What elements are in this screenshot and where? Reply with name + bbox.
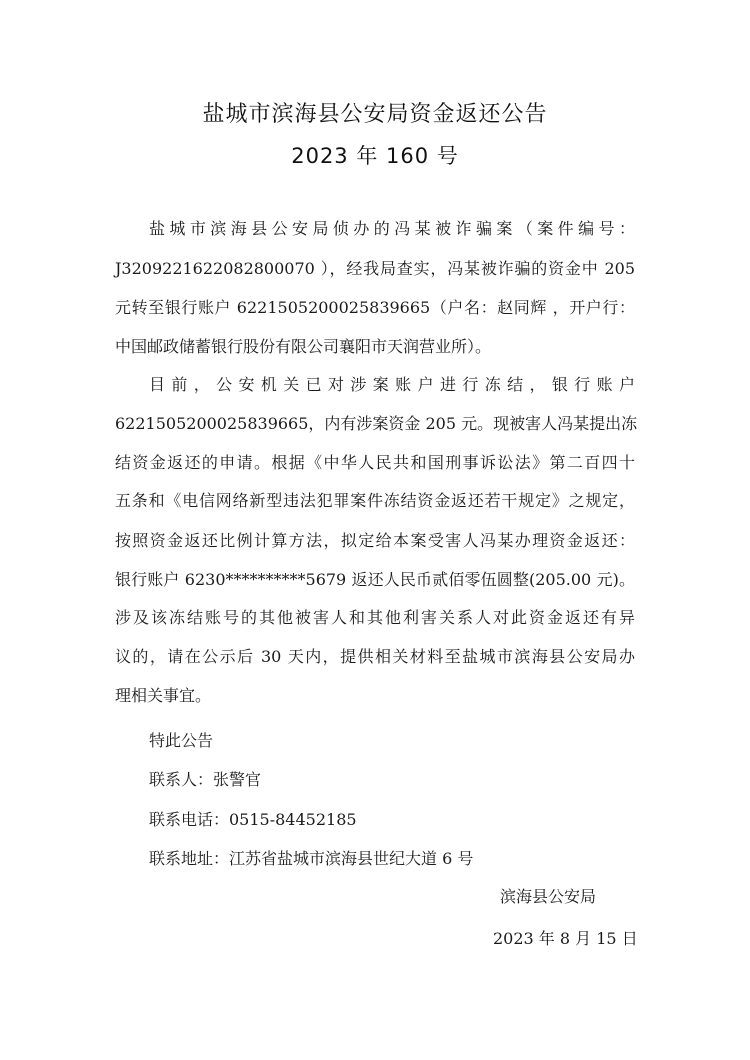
paragraph-2-line-6: 银行账户 6230**********5679 返还人民币贰佰零伍圆整(205.00 元)。 bbox=[115, 570, 635, 589]
paragraph-2-line-8: 议的，请在公示后 30 天内，提供相关材料至盐城市滨海县公安局办 bbox=[115, 647, 635, 666]
contact-person: 联系人：张警官 bbox=[149, 770, 262, 789]
contact-address: 联系地址：江苏省盐城市滨海县世纪大道 6 号 bbox=[149, 849, 474, 868]
paragraph-2-line-5: 按照资金返还比例计算方法，拟定给本案受害人冯某办理资金返还： bbox=[115, 531, 635, 550]
paragraph-1-line-3: 元转至银行账户 6221505200025839665（户名：赵同辉 ，开户行： bbox=[115, 298, 635, 317]
paragraph-2-line-2: 6221505200025839665，内有涉案资金 205 元。现被害人冯某提出冻 bbox=[115, 414, 638, 433]
closing-text: 特此公告 bbox=[149, 731, 214, 750]
notice-number: 2023 年 160 号 bbox=[291, 144, 459, 168]
contact-phone: 联系电话：0515-84452185 bbox=[149, 810, 357, 829]
paragraph-2-line-9: 理相关事宜。 bbox=[115, 686, 212, 705]
paragraph-2-line-3: 结资金返还的申请。根据《中华人民共和国刑事诉讼法》第二百四十 bbox=[115, 453, 635, 472]
paragraph-2-line-4: 五条和《电信网络新型违法犯罪案件冻结资金返还若干规定》之规定， bbox=[115, 491, 635, 510]
signature-date: 2023 年 8 月 15 日 bbox=[493, 929, 638, 948]
notice-title: 盐城市滨海县公安局资金返还公告 bbox=[202, 102, 548, 127]
paragraph-2-line-1: 目前，公安机关已对涉案账户进行冻结，银行账户 bbox=[149, 375, 635, 394]
signature-organization: 滨海县公安局 bbox=[500, 887, 597, 906]
paragraph-1-line-2: J3209221622082800070 ），经我局查实，冯某被诈骗的资金中 205 bbox=[115, 259, 635, 278]
paragraph-2-line-7: 涉及该冻结账号的其他被害人和其他利害关系人对此资金返还有异 bbox=[115, 608, 635, 627]
paragraph-1-line-1: 盐城市滨海县公安局侦办的冯某被诈骗案（案件编号： bbox=[149, 219, 635, 238]
paragraph-1-line-4: 中国邮政储蓄银行股份有限公司襄阳市天润营业所）。 bbox=[115, 337, 492, 356]
